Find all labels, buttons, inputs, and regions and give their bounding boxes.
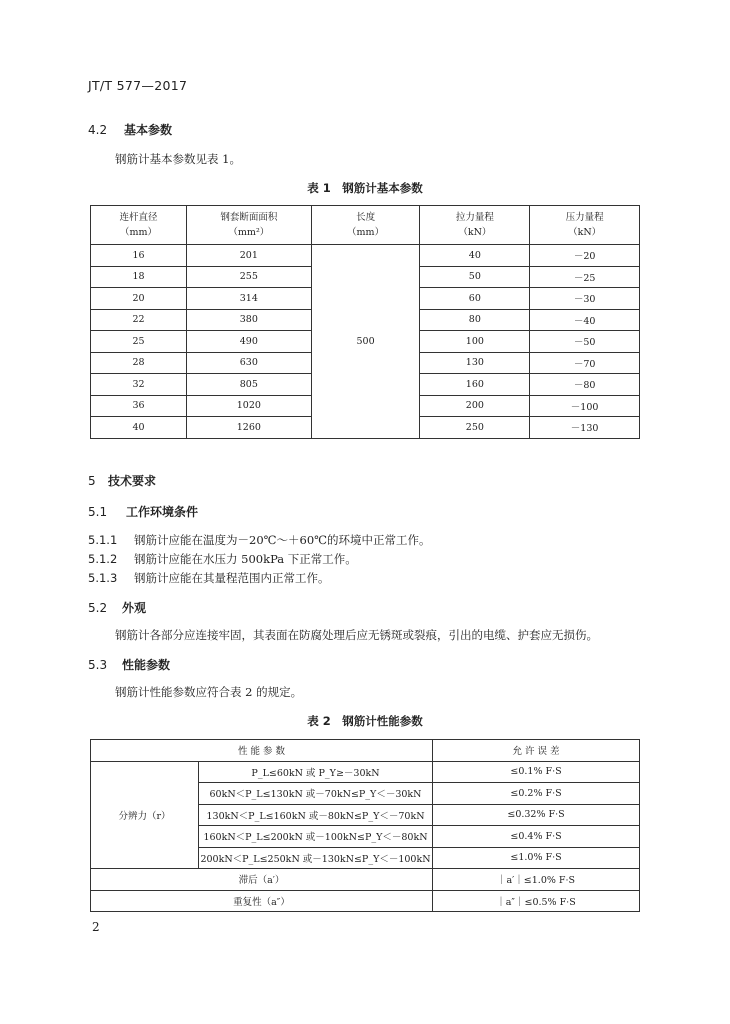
cell-diameter: 20 [91,288,187,310]
cell-diameter: 36 [91,395,187,417]
section-5-2-text: 钢筋计各部分应连接牢固，其表面在防腐处理后应无锈斑或裂痕，引出的电缆、护套应无损伤。 [115,628,598,642]
resolution-error: ≤0.1% F·S [433,761,640,783]
cell-diameter: 28 [91,352,187,374]
performance-parameters-table [90,739,640,912]
header-sleeve-area: 钢套断面面积 （mm²） [187,206,312,245]
cell-area: 1260 [187,417,312,439]
header-performance-parameter: 性 能 参 数 [91,740,433,762]
section-5-1-heading [88,503,198,520]
resolution-error: ≤0.32% F·S [433,804,640,826]
clause-5-1-3 [88,570,330,586]
cell-area: 255 [187,266,312,288]
cell-diameter: 32 [91,374,187,396]
page-number: 2 [92,920,100,934]
standard-number: JT/T 577—2017 [88,78,188,93]
resolution-condition: 130kN＜P_L≤160kN 或－80kN≤P_Y＜－70kN [199,804,433,826]
section-title: 性能参数 [122,658,171,672]
cell-area: 630 [187,352,312,374]
resolution-condition: 200kN＜P_L≤250kN 或－130kN≤P_Y＜－100kN [199,847,433,869]
table2-caption: 表 2 钢筋计性能参数 [307,714,423,728]
resolution-label: 分辨力（r） [91,761,199,869]
section-title: 技术要求 [108,474,157,488]
repeatability-error: ｜a″｜≤0.5% F·S [433,890,640,912]
cell-diameter: 22 [91,309,187,331]
clause-text: 钢筋计应能在水压力 500kPa 下正常工作。 [134,552,357,566]
cell-tension: 200 [420,395,530,417]
cell-compression: －70 [530,352,640,374]
table-row [91,245,640,267]
clause-number: 5.1.2 [88,552,118,566]
table1-caption: 表 1 钢筋计基本参数 [307,181,423,195]
resolution-condition: P_L≤60kN 或 P_Y≥－30kN [199,761,433,783]
cell-compression: －20 [530,245,640,267]
table1-header-row [91,206,640,245]
cell-tension: 50 [420,266,530,288]
section-4-2-text: 钢筋计基本参数见表 1。 [115,152,241,166]
resolution-error: ≤0.4% F·S [433,826,640,848]
cell-diameter: 40 [91,417,187,439]
table-row [91,869,640,891]
clause-number: 5.1.1 [88,533,118,547]
section-5-2-heading [88,599,146,616]
cell-area: 805 [187,374,312,396]
resolution-error: ≤0.2% F·S [433,783,640,805]
cell-diameter: 18 [91,266,187,288]
resolution-condition: 160kN＜P_L≤200kN 或－100kN≤P_Y＜－80kN [199,826,433,848]
section-number: 4.2 [88,123,108,137]
cell-compression: －40 [530,309,640,331]
cell-compression: －25 [530,266,640,288]
cell-compression: －30 [530,288,640,310]
cell-tension: 80 [420,309,530,331]
cell-tension: 60 [420,288,530,310]
section-title: 外观 [122,601,147,615]
cell-area: 201 [187,245,312,267]
cell-area: 1020 [187,395,312,417]
section-number: 5.2 [88,601,108,615]
cell-compression: －130 [530,417,640,439]
section-5-3-heading [88,656,170,673]
header-length: 长度 （mm） [311,206,420,245]
cell-area: 380 [187,309,312,331]
cell-length: 500 [311,245,420,439]
hysteresis-label: 滞后（a′） [91,869,433,891]
table2-header-row [91,740,640,762]
header-allowable-error: 允 许 误 差 [433,740,640,762]
cell-tension: 250 [420,417,530,439]
section-number: 5.3 [88,658,108,672]
hysteresis-error: ｜a′｜≤1.0% F·S [433,869,640,891]
cell-diameter: 25 [91,331,187,353]
clause-text: 钢筋计应能在温度为－20℃～＋60℃的环境中正常工作。 [134,533,431,547]
cell-tension: 160 [420,374,530,396]
section-number: 5.1 [88,505,108,519]
cell-compression: －80 [530,374,640,396]
cell-area: 314 [187,288,312,310]
section-5-heading [88,472,156,489]
cell-tension: 130 [420,352,530,374]
header-tension-range: 拉力量程 （kN） [420,206,530,245]
cell-compression: －100 [530,395,640,417]
resolution-condition: 60kN＜P_L≤130kN 或－70kN≤P_Y＜－30kN [199,783,433,805]
repeatability-label: 重复性（a″） [91,890,433,912]
clause-number: 5.1.3 [88,571,118,585]
table-row [91,890,640,912]
section-number: 5 [88,474,96,488]
section-title: 工作环境条件 [126,505,199,519]
clause-5-1-1 [88,532,431,548]
table-row [91,761,640,783]
resolution-error: ≤1.0% F·S [433,847,640,869]
cell-area: 490 [187,331,312,353]
clause-text: 钢筋计应能在其量程范围内正常工作。 [134,571,330,585]
cell-tension: 40 [420,245,530,267]
basic-parameters-table [90,205,640,439]
section-5-3-text: 钢筋计性能参数应符合表 2 的规定。 [115,685,303,699]
section-title: 基本参数 [124,123,173,137]
cell-tension: 100 [420,331,530,353]
cell-compression: －50 [530,331,640,353]
section-4-2-heading [88,121,172,138]
cell-diameter: 16 [91,245,187,267]
clause-5-1-2 [88,551,357,567]
header-rod-diameter: 连杆直径 （mm） [91,206,187,245]
header-compression-range: 压力量程 （kN） [530,206,640,245]
